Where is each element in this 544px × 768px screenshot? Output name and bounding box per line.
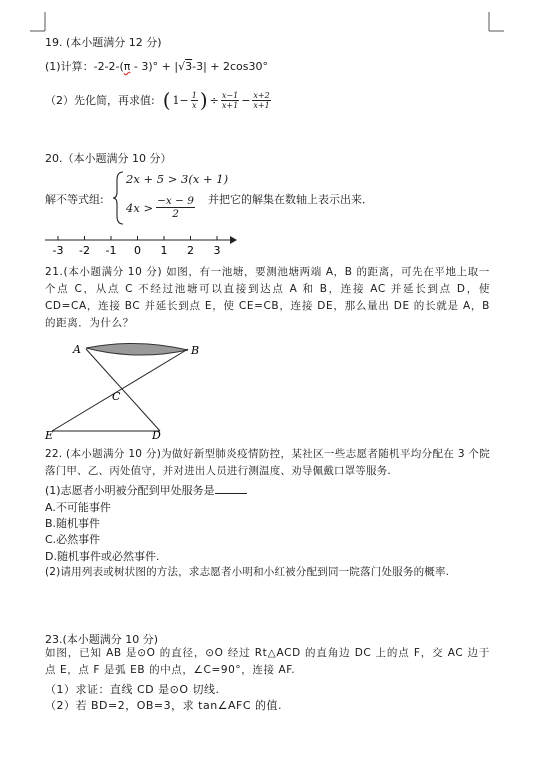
number-line-ticks [53,236,221,257]
q20-brace [113,170,125,226]
q19-fraction-2: $\frac{x-1}{x+1}$ [221,90,239,110]
q22-option-a: A.不可能事件 [45,501,111,514]
q22-intro: 22. (本小题满分 10 分)为做好新型肺炎疫情防控，某社区一些志愿者随机平均分配在 3 个院落门甲、乙、丙处值守，并对进出人员进行测温度、劝导佩戴口罩等服务. [45,448,490,477]
number-line-tick-label: 0 [134,244,141,257]
paren-open: ( [162,88,171,112]
answer-blank [215,493,247,494]
label-e: E [45,429,54,440]
q21-figure [42,335,212,440]
paren-close: ) [199,88,208,112]
number-line-tick-label: -2 [79,244,90,257]
q21-text: 21.(本小题满分 10 分) 如图，有一池塘，要测池塘两端 A，B 的距离，可先在平地上取一个点 C，从点 C 不经过池塘可以直接到达点 A 和 B，连接 AC 并延长到点 D，使 CD=CA，连接 BC 并延长到点 E，使 CE=CB，连接 DE，那么量出 DE 的长就是 A，B 的距离．为什么？ [45,266,490,329]
label-d: D [152,429,161,440]
q22-part1 [45,482,247,498]
q23-title: 23.(本小题满分 10 分) [45,633,159,646]
q19-part1-expr-b: - 3)° + | [130,60,179,73]
label-a: A [73,343,81,356]
corner-mark-top-left [30,12,46,32]
q19-part2-minus: − [241,93,251,107]
number-line-tick-label: -1 [105,244,117,257]
q19-part1-expr-c: -3| + 2cos30° [192,60,268,73]
q22-option-c: C.必然事件 [45,533,101,546]
label-c: C [112,390,121,403]
q19-part2 [45,88,271,112]
q20-fraction: $\frac{-x - 9}{2}$ [157,195,194,220]
pond-shape [86,343,188,355]
number-line-tick-label: 3 [213,244,221,257]
q19-part2-div: ÷ [209,93,219,107]
number-line-tick-label: 2 [187,244,194,257]
q19-part1-expr-a: -2-2-( [93,60,124,73]
q22-part1-text: (1)志愿者小明被分配到甲处服务是 [45,484,215,497]
q20-tail: 并把它的解集在数轴上表示出来． [208,193,373,206]
q20-inequality-1: 2x + 5 > 3(x + 1) [126,172,229,186]
corner-mark-top-right [488,12,504,32]
number-line-tick-label: 1 [160,244,168,257]
q20-ineq2-lhs: 4x > [126,200,154,215]
q22-part2: (2)请用列表或树状图的方法，求志愿者小明和小红被分配到同一院落门处服务的概率. [45,566,450,578]
q22-option-b: B.随机事件 [45,517,101,530]
q23-part1: （1）求证：直线 CD 是⊙O 切线. [45,683,220,696]
number-line [40,232,240,258]
q23-part2: （2）若 BD=2，OB=3，求 tan∠AFC 的值. [45,699,283,712]
q22-option-d: D.随机事件或必然事件. [45,550,160,563]
q19-fraction-3: $\frac{x+2}{x+1}$ [253,90,270,110]
q19-part1-label: (1)计算： [45,60,94,73]
segment-ad [86,349,160,431]
q20-label: 解不等式组: [45,193,104,206]
sqrt-sign: √ [178,60,186,73]
number-line-tick-label: -3 [52,244,64,257]
q19-pi: π [123,60,131,73]
q19-title: 19. (本小题满分 12 分) [45,36,162,49]
q20-title: 20.（本小题满分 10 分） [45,152,172,165]
q19-part1 [45,58,268,74]
q19-sqrt-radicand: 3 [185,60,193,73]
q23-text: 如图，已知 AB 是⊙O 的直径，⊙O 经过 Rt△ACD 的直角边 DC 上的点 F，交 AC 边于点 E，点 F 是弧 EB 的中点，∠C=90°，连接 AF. [45,647,490,676]
q20-inequality-2 [126,195,195,220]
q19-part2-one: 1− [172,93,189,107]
q19-fraction-1: $\frac{1}{x}$ [191,90,197,110]
q19-part2-label: （2）先化简，再求值: [45,94,155,107]
label-b: B [191,344,200,357]
